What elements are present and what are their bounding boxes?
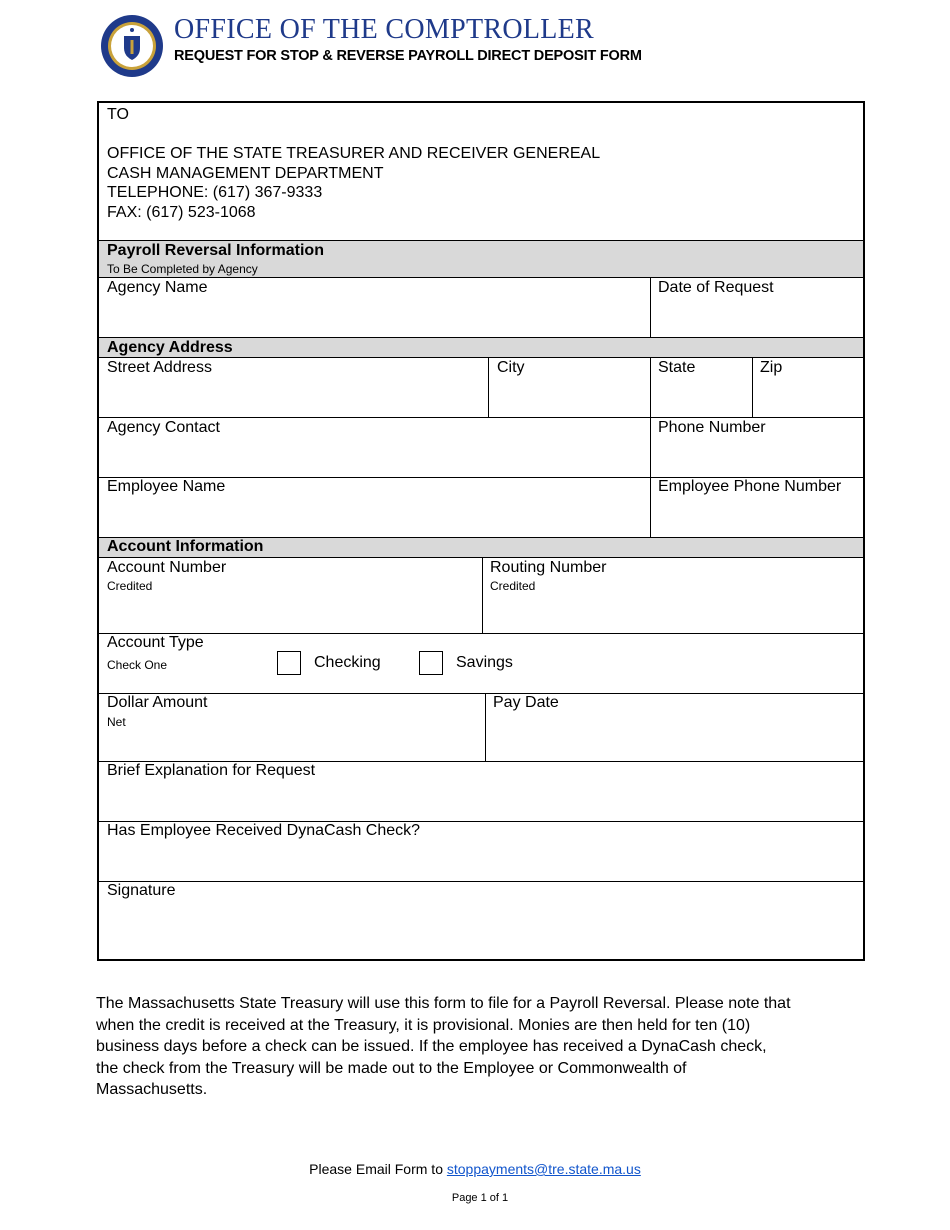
- treasurer-line: OFFICE OF THE STATE TREASURER AND RECEIVER GENEREAL: [107, 145, 601, 163]
- divider: [99, 240, 863, 241]
- paragraph-line: when the credit is received at the Treasury, it is provisional. Monies are then held for ten (10): [96, 1016, 751, 1034]
- divider: [99, 277, 863, 278]
- to-label: TO: [107, 106, 129, 123]
- page-number: Page 1 of 1: [451, 1192, 509, 1204]
- zip-field[interactable]: Zip: [760, 359, 783, 376]
- form-title: REQUEST FOR STOP & REVERSE PAYROLL DIRECT DEPOSIT FORM: [174, 48, 642, 64]
- date-of-request-field[interactable]: Date of Request: [658, 279, 774, 296]
- email-instruction: [0, 1161, 950, 1177]
- account-number-field[interactable]: Account Number: [107, 559, 227, 576]
- divider: [488, 357, 489, 417]
- email-prefix: Please Email Form to: [309, 1161, 447, 1177]
- payroll-section-subtitle: To Be Completed by Agency: [107, 262, 258, 276]
- phone-number-field[interactable]: Phone Number: [658, 419, 766, 436]
- divider: [99, 693, 863, 694]
- savings-label: Savings: [456, 654, 513, 671]
- divider: [99, 557, 863, 558]
- paragraph-line: The Massachusetts State Treasury will use this form to file for a Payroll Reversal. Please note that: [96, 995, 791, 1012]
- street-address-field[interactable]: Street Address: [107, 359, 212, 376]
- account-type-label: Account Type: [107, 634, 204, 651]
- form-frame: [97, 101, 865, 961]
- to-block: [107, 105, 600, 223]
- explanation-field[interactable]: Brief Explanation for Request: [107, 762, 316, 779]
- checking-label: Checking: [314, 654, 381, 671]
- state-field[interactable]: State: [658, 359, 696, 376]
- paragraph-line: the check from the Treasury will be made out to the Employee or Commonwealth of: [96, 1059, 687, 1077]
- commonwealth-seal-icon: [100, 14, 164, 78]
- instructions-paragraph: [96, 993, 856, 1101]
- pay-date-field[interactable]: Pay Date: [493, 694, 559, 711]
- dollar-amount-note: Net: [107, 715, 126, 729]
- routing-number-field[interactable]: Routing Number: [490, 559, 607, 576]
- address-section-title: Agency Address: [107, 339, 233, 356]
- account-type-note: Check One: [107, 658, 168, 672]
- divider: [99, 633, 863, 634]
- fax-line: FAX: (617) 523-1068: [107, 203, 256, 221]
- divider: [752, 357, 753, 417]
- agency-name-field[interactable]: Agency Name: [107, 279, 208, 296]
- city-field[interactable]: City: [497, 359, 525, 376]
- divider: [99, 417, 863, 418]
- payroll-section-title: Payroll Reversal Information: [107, 242, 324, 259]
- employee-name-field[interactable]: Employee Name: [107, 478, 226, 495]
- signature-field[interactable]: Signature: [107, 882, 176, 899]
- employee-phone-field[interactable]: Employee Phone Number: [658, 478, 842, 495]
- paragraph-line: business days before a check can be issued. If the employee has received a DynaCash check,: [96, 1038, 767, 1055]
- dynacash-field[interactable]: Has Employee Received DynaCash Check?: [107, 822, 421, 839]
- account-number-note: Credited: [107, 579, 153, 593]
- divider: [650, 357, 651, 417]
- telephone-line: TELEPHONE: (617) 367-9333: [107, 184, 323, 202]
- agency-contact-field[interactable]: Agency Contact: [107, 419, 220, 436]
- department-line: CASH MANAGEMENT DEPARTMENT: [107, 164, 384, 182]
- account-section-title: Account Information: [107, 538, 264, 555]
- divider: [99, 357, 863, 358]
- divider: [482, 557, 483, 633]
- routing-number-note: Credited: [490, 579, 536, 593]
- checking-checkbox[interactable]: [277, 651, 301, 675]
- dollar-amount-field[interactable]: Dollar Amount: [107, 694, 208, 711]
- email-link[interactable]: stoppayments@tre.state.ma.us: [446, 1161, 641, 1177]
- paragraph-line: Massachusetts.: [96, 1081, 208, 1098]
- divider: [99, 881, 863, 882]
- divider: [650, 277, 651, 337]
- savings-checkbox[interactable]: [419, 651, 443, 675]
- divider: [485, 693, 486, 761]
- office-title: OFFICE OF THE COMPTROLLER: [174, 14, 595, 45]
